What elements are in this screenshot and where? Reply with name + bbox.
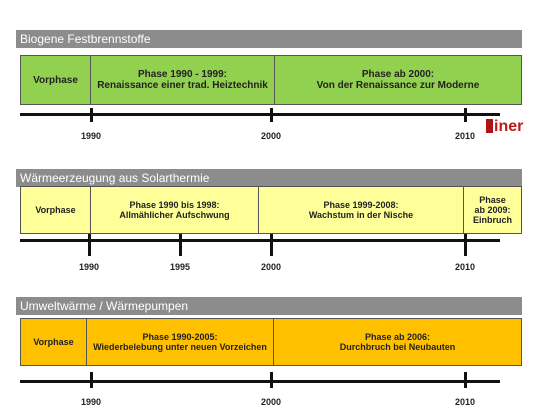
timeline-tick bbox=[270, 108, 273, 122]
phase-cell bbox=[87, 319, 274, 365]
section-header-biomass: Biogene Festbrennstoffe bbox=[16, 30, 522, 48]
phase-text: Phase 1990-2005: bbox=[142, 332, 218, 342]
phase-text: Phase ab 2006: bbox=[364, 332, 431, 342]
phase-cell bbox=[21, 319, 87, 365]
year-label: 1990 bbox=[80, 397, 102, 407]
phase-text: Einbruch bbox=[472, 215, 512, 225]
phase-text: Renaissance einer trad. Heiztechnik bbox=[97, 80, 268, 91]
year-label: 2000 bbox=[260, 262, 282, 272]
phase-text: Wachstum in der Nische bbox=[308, 210, 414, 220]
phase-cell bbox=[21, 56, 91, 104]
timeline-tick bbox=[464, 108, 467, 122]
year-label: 2000 bbox=[260, 397, 282, 407]
timeline-tick bbox=[90, 108, 93, 122]
phase-band-biomass bbox=[20, 55, 522, 105]
timeline-tick bbox=[270, 234, 273, 256]
section-header-heatpumps: Umweltwärme / Wärmepumpen bbox=[16, 297, 522, 315]
year-label: 2010 bbox=[454, 131, 476, 141]
section-header-solar: Wärmeerzeugung aus Solarthermie bbox=[16, 169, 522, 187]
phase-band-heatpumps bbox=[20, 318, 522, 366]
timeline-tick bbox=[179, 234, 182, 256]
timeline-tick bbox=[90, 372, 93, 388]
timeline-axis bbox=[20, 239, 500, 242]
phase-text: Vorphase bbox=[35, 205, 76, 215]
phase-text: Allmählicher Aufschwung bbox=[119, 210, 230, 220]
logo-mark-icon bbox=[486, 119, 493, 133]
iner-logo bbox=[486, 118, 523, 136]
phase-text: Wiederbelebung unter neuen Vorzeichen bbox=[93, 342, 267, 352]
year-label: 2010 bbox=[454, 262, 476, 272]
phase-text: Vorphase bbox=[33, 337, 74, 347]
phase-cell bbox=[274, 319, 521, 365]
phase-cell bbox=[464, 187, 521, 233]
phase-text: Phase 1990 - 1999: bbox=[138, 69, 227, 80]
phase-cell bbox=[91, 187, 259, 233]
phase-cell bbox=[259, 187, 464, 233]
timeline-tick bbox=[464, 234, 467, 256]
year-label: 2010 bbox=[454, 397, 476, 407]
phase-text: Phase 1990 bis 1998: bbox=[129, 200, 220, 210]
year-label: 1990 bbox=[80, 131, 102, 141]
phase-text: Phase ab 2000: bbox=[361, 69, 435, 80]
phase-cell bbox=[21, 187, 91, 233]
logo-text: iner bbox=[494, 118, 524, 135]
phase-text: Phase 1999-2008: bbox=[323, 200, 399, 210]
year-label: 1995 bbox=[169, 262, 191, 272]
timeline-tick bbox=[88, 234, 91, 256]
year-label: 1990 bbox=[78, 262, 100, 272]
phase-band-solar bbox=[20, 186, 522, 234]
phase-text: Von der Renaissance zur Moderne bbox=[316, 80, 480, 91]
timeline-tick bbox=[270, 372, 273, 388]
phase-cell bbox=[275, 56, 521, 104]
timeline-tick bbox=[464, 372, 467, 388]
phase-text: Phase bbox=[479, 195, 506, 205]
phase-text: Vorphase bbox=[33, 74, 78, 86]
phase-text: Durchbruch bei Neubauten bbox=[339, 342, 456, 352]
year-label: 2000 bbox=[260, 131, 282, 141]
phase-cell bbox=[91, 56, 275, 104]
phase-text: ab 2009: bbox=[474, 205, 511, 215]
